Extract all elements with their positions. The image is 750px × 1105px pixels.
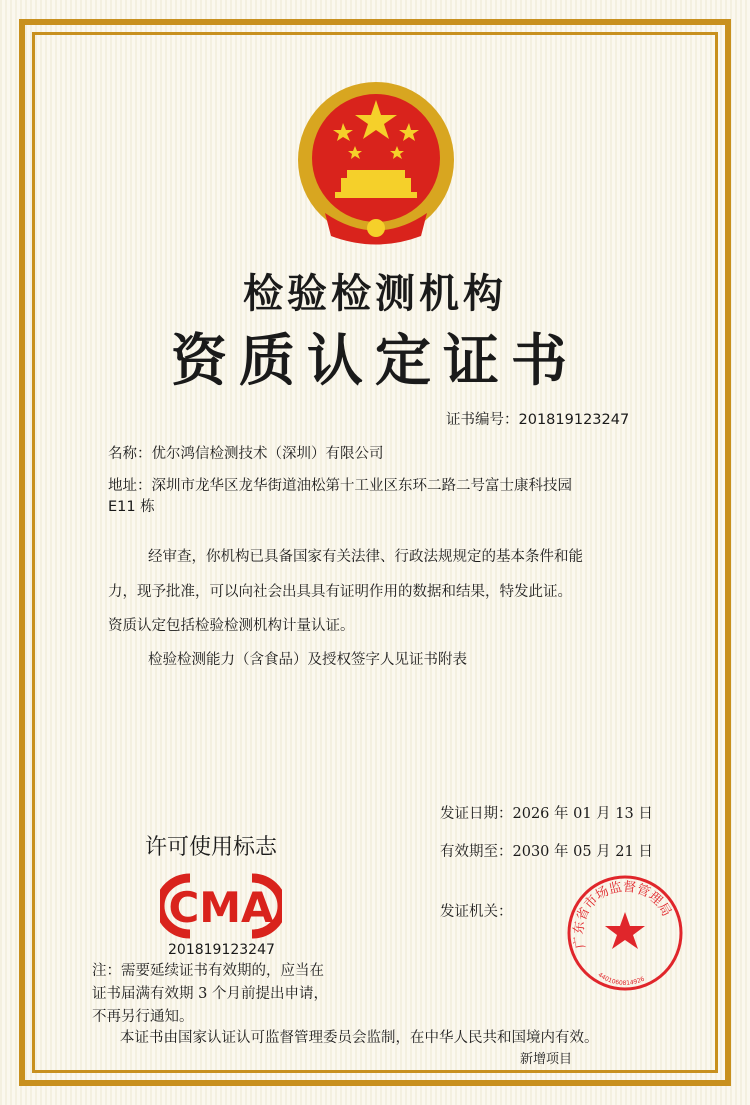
scope-line: 检验检测能力（含食品）及授权签字人见证书附表 (148, 652, 467, 668)
note-line-2: 证书届满有效期 3 个月前提出申请， (92, 986, 328, 1002)
official-seal (566, 874, 684, 992)
title-line-1: 检验检测机构 (243, 271, 507, 317)
cert-no-value: 201819123247 (518, 412, 630, 428)
seal-name: 广东省市场监督管理局 (571, 879, 674, 950)
institution-name: 名称：优尔鸿信检测技术（深圳）有限公司 (108, 446, 384, 462)
note-line-1: 注：需要延续证书有效期的，应当在 (92, 963, 324, 979)
note-line-3: 不再另行通知。 (92, 1009, 194, 1025)
certificate-number (446, 412, 629, 429)
issue-date: 发证日期：2026 年 01 月 13 日 (440, 806, 653, 822)
seal-code: 4401060814926 (596, 971, 646, 987)
paragraph-line-3: 资质认定包括检验检测机构计量认证。 (108, 618, 355, 634)
address-line-1: 地址：深圳市龙华区龙华街道油松第十工业区东环二路二号富士康科技园 (108, 478, 572, 494)
paragraph-line-2: 力，现予批准，可以向社会出具具有证明作用的数据和结果，特发此证。 (108, 584, 572, 600)
cma-text: CMA (168, 883, 274, 932)
address-line-2: E11 栋 (108, 499, 155, 515)
footer-note: 新增项目 (520, 1052, 573, 1067)
paragraph-line-1: 经审查，你机构已具备国家有关法律、行政法规规定的基本条件和能 (148, 549, 583, 565)
cma-logo (160, 872, 282, 940)
mark-number: 201819123247 (168, 942, 275, 958)
issuer-label: 发证机关： (440, 904, 513, 920)
footer-statement: 本证书由国家认证认可监督管理委员会监制，在中华人民共和国境内有效。 (120, 1030, 599, 1046)
national-emblem (295, 78, 457, 248)
cert-no-label: 证书编号： (446, 412, 519, 428)
mark-label: 许可使用标志 (145, 835, 278, 860)
valid-until: 有效期至：2030 年 05 月 21 日 (440, 844, 653, 860)
title-line-2: 资质认定证书 (171, 329, 579, 394)
